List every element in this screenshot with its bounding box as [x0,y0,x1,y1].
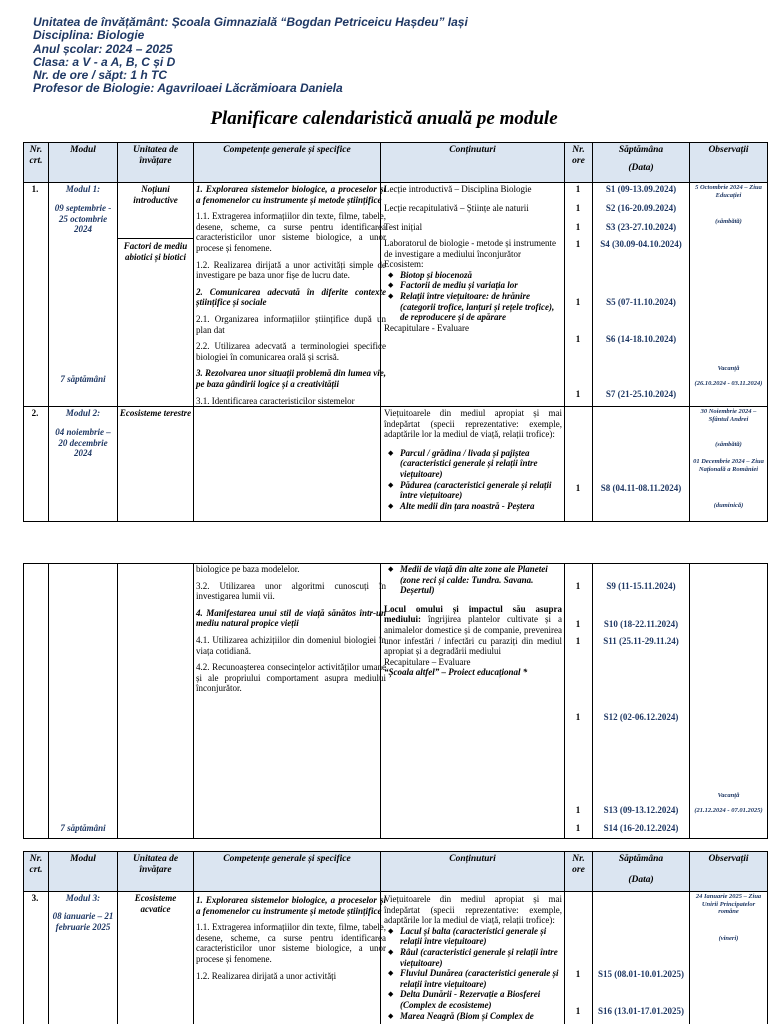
col-observations: Observații [708,145,749,155]
module1-content-intro: Lecție introductivă – Disciplina Biologie [384,184,532,194]
week-cell: S8 (04.11-08.11.2024) [600,483,682,493]
header-hours: Nr. de ore / săpt: 1 h TC [33,68,168,83]
module3-nr: 3. [31,893,39,903]
observation-note: (vineri) [718,935,739,942]
module1-weeks: 7 săptămâni [60,374,106,384]
col-module: Modul [70,145,96,155]
col-unit: Unitatea de învățare [132,145,179,166]
hours-cell: 1 [575,823,581,833]
module3-title: Modul 3: [65,893,101,903]
module2-nr: 2. [31,408,39,418]
header-subject: Disciplina: Biologie [33,28,145,43]
week-cell: S5 (07-11.10.2024) [606,297,676,307]
hours-cell: 1 [575,389,581,399]
hours-cell: 1 [575,239,581,249]
observation-note: (21.12.2024 - 07.01.2025) [694,807,763,814]
module3-unit: Ecosisteme acvatice [134,893,177,914]
col-week: Săptămâna [618,145,664,155]
week-cell: S15 (08.01-10.01.2025) [598,969,684,979]
module3-competences: 1. Explorarea sistemelor biologice, a proceselor și a fenomenelor cu instrumente și metode științifice 1.1. Extragerea informațiilor din texte, filme, tabele, desene, scheme, ca surse pentru identificarea caracteristicilor unor sisteme biologice, a unor procese și fenomene. 1.2. Realizarea dirijată a unor activități [196,895,386,981]
observation-note: (26.10.2024 - 03.11.2024) [694,380,763,387]
hours-cell: 1 [575,297,581,307]
module1-nr: 1. [31,184,39,194]
week-cell: S14 (16-20.12.2024) [603,823,679,833]
week-cell: S6 (14-18.10.2024) [605,334,677,344]
week-cell: S10 (18-22.11.2024) [603,619,679,629]
hours-cell: 1 [575,636,581,646]
hours-cell: 1 [575,184,581,194]
week-cell: S16 (13.01-17.01.2025) [598,1006,684,1016]
hours-cell: 1 [575,969,581,979]
col-competences: Competențe generale și specifice [223,145,351,155]
module1-content-main: Laboratorul de biologie - metode și instrumente de investigare a mediului înconjurător Ecosistem: ◆ Biotop și biocenoză ◆ Factorii de mediu și variația lor ◆ Relații între viețuitoare: de hrănire (categorii trofice, lanțuri și rețele trofice), de reproducere și de apărare Recapitulare - Evaluare [384,238,562,333]
observation-note: Vacanță [717,365,740,372]
hours-cell: 1 [575,805,581,815]
week-cell: S12 (02-06.12.2024) [603,712,679,722]
module1-content-recap: Lecție recapitulativă – Științe ale naturii [384,203,529,213]
plan-table-2 [23,563,768,839]
col-unit: Unitatea de învățare [132,854,179,875]
module2-dates: 04 noiembrie – 20 decembrie 2024 [55,427,111,459]
module2-content-start: Viețuitoarele din mediul apropiat și mai îndepărtat (specii reprezentative: exemple, adaptările lor la mediul de viață, relații trofice): ◆ Parcul / grădina / livada și pajiștea (caracteristici generale și relații între viețuitoare) ◆ Pădurea (caracteristici generale și relații între viețuitoare) ◆ Alte medii din țara noastră - Peștera [384,408,562,511]
col-week: Săptămâna [618,854,664,864]
week-cell: S7 (21-25.10.2024) [605,389,677,399]
col-contents: Conținuturi [449,145,496,155]
week-cell: S9 (11-15.11.2024) [606,581,676,591]
observation-note: (duminică) [713,502,744,509]
page-title: Planificare calendaristică anuală pe module [210,108,558,129]
module2-title: Modul 2: [65,408,101,418]
week-cell: S1 (09-13.09.2024) [605,184,677,194]
document-header [33,16,733,96]
week-cell: S13 (09-13.12.2024) [603,805,679,815]
hours-cell: 1 [575,712,581,722]
col-module: Modul [70,854,96,864]
col-observations: Observații [708,854,749,864]
module1-content-test: Test inițial [384,222,423,232]
module1-unit-a: Noțiuni introductive [133,184,178,205]
hours-cell: 1 [575,222,581,232]
module1-competences: 1. Explorarea sistemelor biologice, a proceselor și a fenomenelor cu instrumente și metode științifice 1.1. Extragerea informațiilor din texte, filme, tabele, desene, scheme, ca surse pentru identificarea caracteristicilor unor sisteme biologice, a unor procese și fenomene. 1.2. Realizarea dirijată a unor activități simple de investigare pe baza unor fișe de lucru date. 2. Comunicarea adecvată în diferite contexte științifice și sociale 2.1. Organizarea informațiilor științifice după un plan dat 2.2. Utilizarea adecvată a terminologiei specifice biologiei în comunicarea orală și scrisă. 3. Rezolvarea unor situații problemă din lumea vie, pe baza gândirii logice și a creativității 3.1. Identificarea caracteristicilor sistemelor [196,184,386,406]
module1-dates: 09 septembrie - 25 octombrie 2024 [54,203,112,235]
col-contents: Conținuturi [449,854,496,864]
module2-weeks: 7 săptămâni [60,823,106,833]
observation-note: (sâmbătă) [715,218,742,225]
hours-cell: 1 [575,1006,581,1016]
col-nr: Nr. crt. [29,854,43,875]
module1-unit-b: Factori de mediu abiotici și biotici [123,241,188,262]
hours-cell: 1 [575,483,581,493]
hours-cell: 1 [575,581,581,591]
col-date: (Data) [628,163,654,173]
observation-note: 01 Decembrie 2024 – Ziua Națională a României [693,458,764,473]
col-nr: Nr. crt. [29,145,43,166]
col-competences: Competențe generale și specifice [223,854,351,864]
observation-note: 24 Ianuarie 2025 – Ziua Unirii Principatelor române [695,893,762,916]
plan-table-3 [23,851,768,1024]
hours-cell: 1 [575,203,581,213]
observation-note: 30 Noiembrie 2024 – Sfântul Andrei [700,408,757,423]
module1-title: Modul 1: [65,184,101,194]
header-school: Unitatea de învățământ: Școala Gimnazială “Bogdan Petriceicu Hașdeu” Iași [33,15,468,29]
hours-cell: 1 [575,619,581,629]
week-cell: S4 (30.09-04.10.2024) [600,239,682,249]
observation-note: 5 Octombrie 2024 – Ziua Educației [695,184,762,199]
week-cell: S2 (16-20.09.2024) [605,203,677,213]
col-hours: Nr. ore [572,145,585,166]
observation-note: (sâmbătă) [715,441,742,448]
week-cell: S3 (23-27.10.2024) [605,222,677,232]
col-date: (Data) [628,875,654,885]
module3-content: Viețuitoarele din mediul apropiat și mai îndepărtat (specii reprezentative: exemple, adaptările lor la mediul de viață, relații trofice): ◆ Lacul și balta (caracteristici generale și relații între viețuitoare) ◆ Râul (caracteristici generale și relații între viețuitoare) ◆ Fluviul Dunărea (caracteristici generale și relații între viețuitoare) ◆ Delta Dunării - Rezervație a Biosferei (Complex de ecosisteme) ◆ Marea Neagră (Biom și Complex de [384,894,562,1021]
observation-note: Vacanță [717,792,740,799]
module3-dates: 08 ianuarie – 21 februarie 2025 [52,911,114,932]
col-hours: Nr. ore [572,854,585,875]
header-teacher: Profesor de Biologie: Agavriloaei Lăcrămioara Daniela [33,81,343,96]
header-year: Anul școlar: 2024 – 2025 [33,41,173,56]
header-class: Clasa: a V - a A, B, C și D [33,54,176,69]
module2-unit: Ecosisteme terestre [119,408,192,418]
hours-cell: 1 [575,334,581,344]
plan-table-1 [23,142,768,522]
week-cell: S11 (25.11-29.11.24) [603,636,679,646]
module2-competences: biologice pe baza modelelor. 3.2. Utilizarea unor algoritmi cunoscuți în investigarea lumii vii. 4. Manifestarea unui stil de viață sănătos într-un mediu natural propice vieții 4.1. Utilizarea achizițiilor din domeniul biologiei în viața cotidiană. 4.2. Recunoașterea consecințelor activităților umane și ale propriului comportament asupra mediului înconjurător. [196,564,386,694]
module2-content-cont: ◆ Medii de viață din alte zone ale Planetei (zone reci și calde: Tundra. Savana. Deșertul) Locul omului și impactul său asupra mediului: îngrijirea plantelor cultivate și a animalelor domestice și de companie, prevenirea unor infestări / infectări cu paraziți din mediul apropiat și a degradării mediului Recapitulare – Evaluare “Școala altfel” – Proiect educațional * [384,564,562,678]
